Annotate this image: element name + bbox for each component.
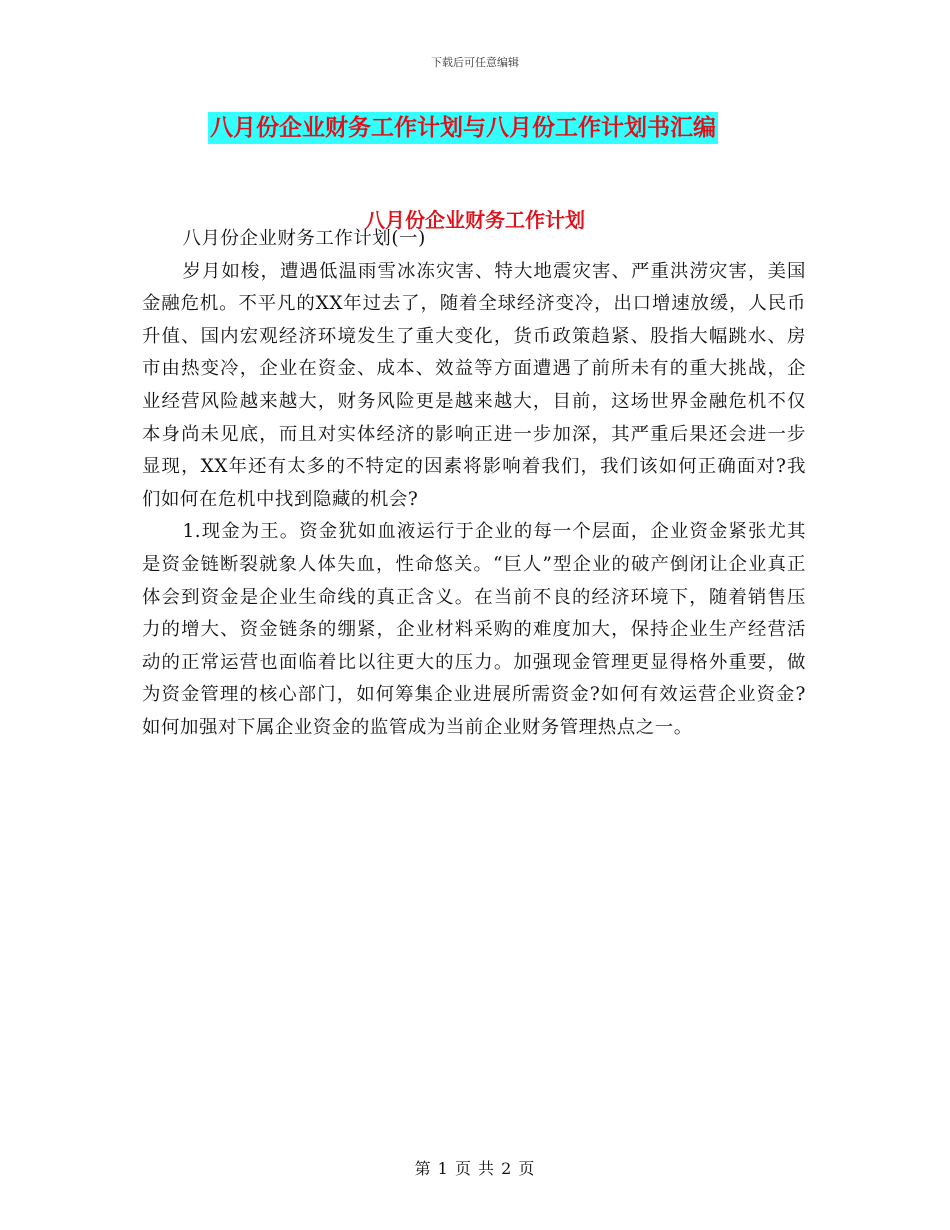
paragraph: 1.现金为王。资金犹如血液运行于企业的每一个层面，企业资金紧张尤其是资金链断裂就象人体失血，性命悠关。“巨人”型企业的破产倒闭让企业真正体会到资金是企业生命线的真正含义。在当前不良的经济环境下，随着销售压力的增大、资金链条的绷紧，企业材料采购的难度加大，保持企业生产经营活动的正常运营也面临着比以往更大的压力。加强现金管理更显得格外重要，做为资金管理的核心部门，如何筹集企业进展所需资金?如何有效运营企业资金?如何加强对下属企业资金的监管成为当前企业财务管理热点之一。 [142, 521, 806, 738]
document-title: 八月份企业财务工作计划与八月份工作计划书汇编 [208, 112, 718, 144]
section-title: 八月份企业财务工作计划 [365, 208, 585, 232]
paragraph-heading: 八月份企业财务工作计划(一) [182, 228, 426, 249]
page-number: 第 1 页 共 2 页 [414, 1159, 536, 1178]
paragraph: 岁月如梭，遭遇低温雨雪冰冻灾害、特大地震灾害、严重洪涝灾害，美国金融危机。不平凡的XX年过去了，随着全球经济变冷，出口增速放缓，人民币升值、国内宏观经济环境发生了重大变化，货币政策趋紧、股指大幅跳水、房市由热变冷，企业在资金、成本、效益等方面遭遇了前所未有的重大挑战，企业经营风险越来越大，财务风险更是越来越大，目前，这场世界金融危机不仅本身尚未见底，而且对实体经济的影响正进一步加深，其严重后果还会进一步显现，XX年还有太多的不特定的因素将影响着我们，我们该如何正确面对?我们如何在危机中找到隐藏的机会? [142, 260, 806, 510]
document-body [142, 223, 806, 745]
header-note: 下载后可任意编辑 [431, 56, 519, 69]
